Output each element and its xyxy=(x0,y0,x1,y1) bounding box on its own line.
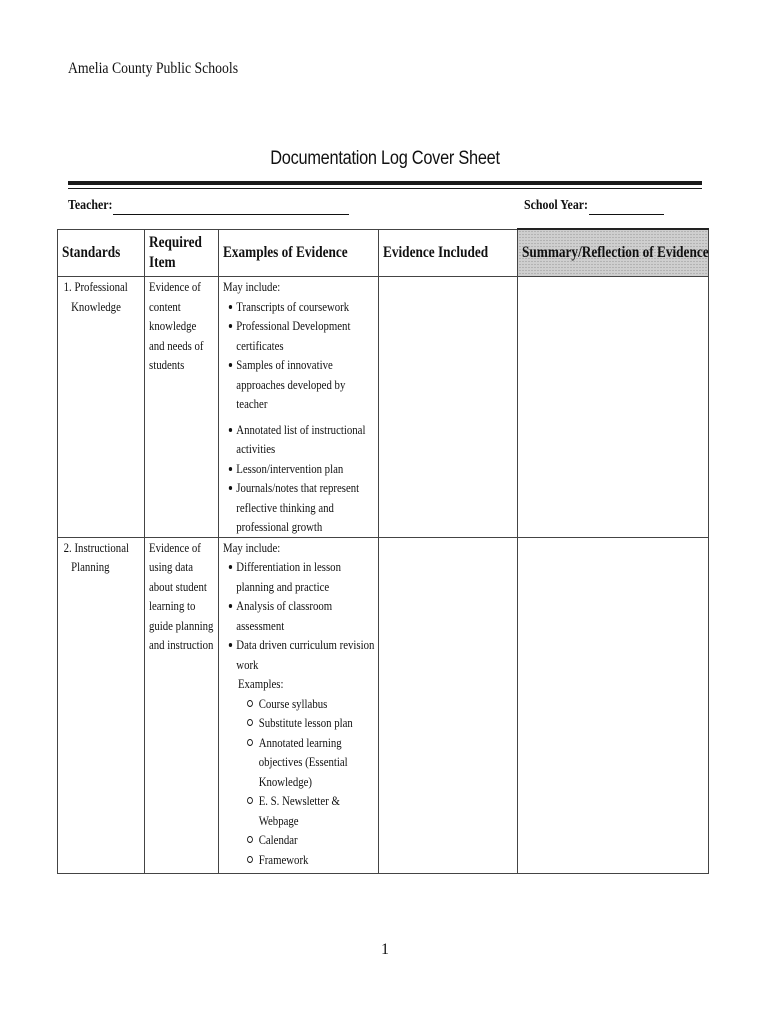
required-item-cell xyxy=(145,537,219,873)
examples-cell xyxy=(219,537,379,873)
list-item: Differentiation in lesson planning and practice xyxy=(223,557,375,596)
list-item: Samples of innovative approaches developed by teacher xyxy=(223,355,375,414)
document-title: Documentation Log Cover Sheet xyxy=(270,148,500,169)
column-header-standards: Standards xyxy=(58,229,145,277)
examples-sublist xyxy=(223,694,375,870)
documentation-log-table xyxy=(57,228,709,874)
may-include-label: May include: xyxy=(223,539,281,555)
list-item: E. S. Newsletter & Webpage xyxy=(246,791,374,830)
summary-reflection-cell[interactable] xyxy=(518,277,709,538)
school-year-field[interactable] xyxy=(589,214,664,215)
standard-cell xyxy=(58,277,145,538)
column-header-examples: Examples of Evidence xyxy=(219,229,379,277)
list-item: Framework xyxy=(246,850,374,870)
required-item-text: Evidence of using data about student learning to guide planning and instruction xyxy=(149,539,214,652)
standard-line: 2. Instructional xyxy=(63,539,129,555)
page-number: 1 xyxy=(381,941,389,958)
may-include-label: May include: xyxy=(223,279,281,294)
school-year-label: School Year: xyxy=(524,198,589,213)
list-item: Course syllabus xyxy=(246,694,374,714)
column-header-evidence-included: Evidence Included xyxy=(379,229,518,277)
standard-line: 1. Professional xyxy=(63,279,128,294)
list-item: Annotated list of instructional activities xyxy=(223,420,375,459)
summary-reflection-cell[interactable] xyxy=(518,537,709,873)
teacher-row xyxy=(68,198,702,220)
list-item: Data driven curriculum revision work xyxy=(223,635,375,674)
table-header-row xyxy=(58,229,709,277)
table-row xyxy=(58,277,709,538)
list-item: Professional Development certificates xyxy=(223,316,375,355)
title-rule-thin xyxy=(68,188,702,189)
table-row xyxy=(58,537,709,873)
list-item: Transcripts of coursework xyxy=(223,297,375,317)
teacher-name-field[interactable] xyxy=(113,214,349,215)
teacher-label: Teacher: xyxy=(68,198,113,213)
required-item-text: Evidence of content knowledge and needs of students xyxy=(149,279,204,372)
standard-line: Knowledge xyxy=(71,298,121,314)
evidence-examples-list xyxy=(223,297,375,537)
standard-cell xyxy=(58,537,145,873)
list-item: Analysis of classroom assessment xyxy=(223,596,375,635)
school-name: Amelia County Public Schools xyxy=(68,60,239,77)
title-rule xyxy=(68,181,702,185)
list-item: Lesson/intervention plan xyxy=(223,459,375,479)
evidence-included-cell[interactable] xyxy=(379,277,518,538)
evidence-included-cell[interactable] xyxy=(379,537,518,873)
standard-line: Planning xyxy=(71,559,110,574)
examples-cell xyxy=(219,277,379,538)
list-item: Annotated learning objectives (Essential Knowledge) xyxy=(246,733,374,792)
list-item: Calendar xyxy=(246,830,374,850)
evidence-examples-list xyxy=(223,557,375,674)
column-header-summary: Summary/Reflection of Evidence xyxy=(518,229,709,277)
list-item: Substitute lesson plan xyxy=(246,713,374,733)
required-item-cell xyxy=(145,277,219,538)
column-header-required-item: Required Item xyxy=(145,229,219,277)
list-item: Journals/notes that represent reflective thinking and professional growth xyxy=(223,478,375,537)
examples-label: Examples: xyxy=(237,676,284,691)
